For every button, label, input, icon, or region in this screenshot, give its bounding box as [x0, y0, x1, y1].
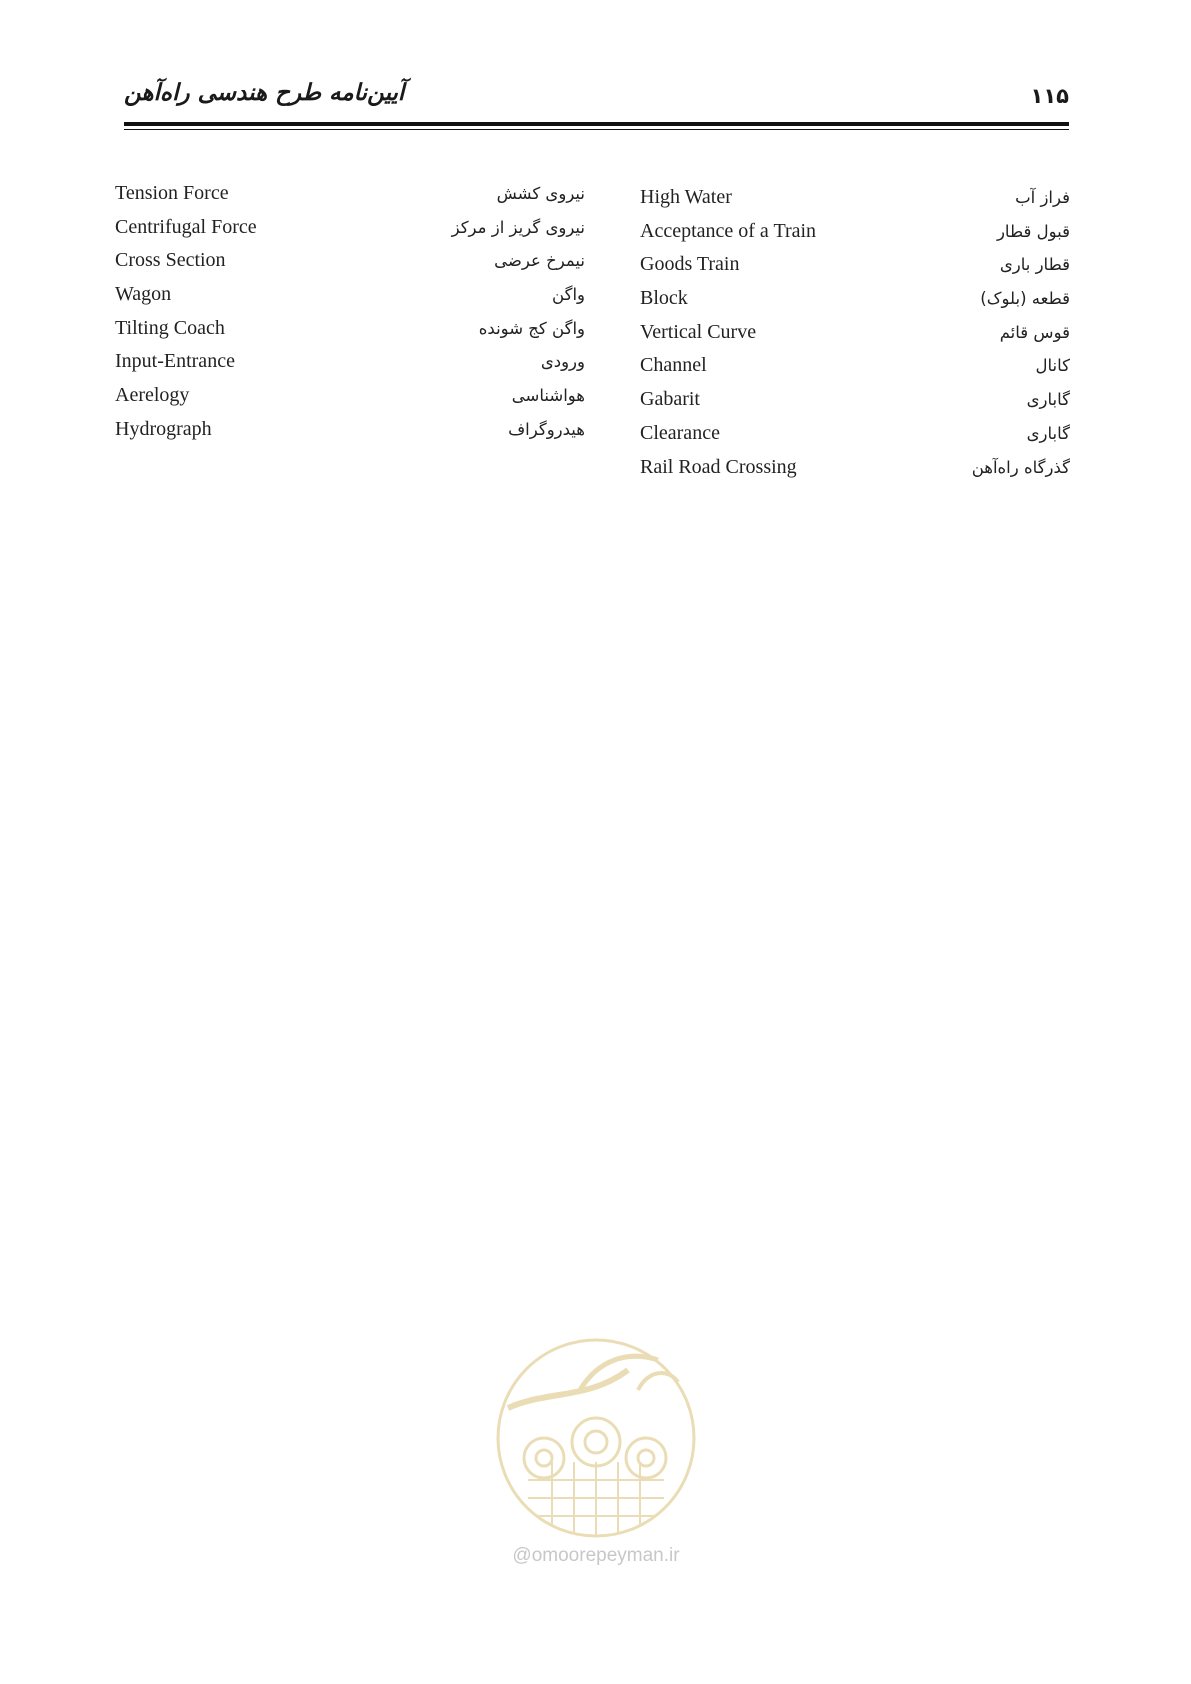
glossary-entry — [640, 287, 1070, 321]
term-english: Vertical Curve — [640, 320, 757, 343]
glossary-entry — [640, 456, 1070, 490]
glossary-entry — [115, 216, 585, 250]
glossary-entry — [115, 283, 585, 317]
term-english: Cross Section — [115, 249, 226, 272]
term-english: Goods Train — [640, 253, 740, 276]
term-persian: قوس قائم — [999, 322, 1070, 342]
term-english: High Water — [640, 186, 732, 208]
term-persian: قبول قطار — [996, 221, 1070, 241]
glossary-entry — [640, 422, 1070, 456]
term-english: Wagon — [115, 283, 172, 306]
term-english: Block — [640, 287, 688, 310]
term-persian: فراز آب — [1015, 188, 1070, 207]
at-icon: @ — [512, 1545, 532, 1566]
term-persian: گاباری — [1026, 423, 1070, 443]
header-rule-thick — [124, 122, 1069, 126]
term-persian: گاباری — [1026, 390, 1070, 410]
glossary-entry — [115, 418, 585, 452]
watermark-caption: @omoorepeyman.ir — [512, 1545, 680, 1566]
term-persian: گذرگاه راه‌آهن — [971, 457, 1070, 477]
header-rule-thin — [124, 129, 1069, 130]
book-title: آیین‌نامه طرح هندسی راه‌آهن — [124, 80, 405, 106]
term-persian: قطعه (بلوک) — [980, 289, 1070, 309]
glossary-entry — [115, 384, 585, 418]
glossary-entry — [115, 249, 585, 283]
term-persian: هیدروگراف — [508, 419, 585, 439]
term-persian: واگن — [552, 285, 585, 305]
term-persian: نیروی کشش — [496, 184, 585, 203]
watermark — [488, 1330, 704, 1580]
glossary-entry — [640, 354, 1070, 388]
glossary-entry — [115, 182, 585, 216]
page-number: ۱۱۵ — [1030, 84, 1069, 108]
term-english: Tension Force — [115, 182, 229, 204]
term-english: Gabarit — [640, 388, 700, 411]
glossary-entry — [640, 321, 1070, 355]
term-persian: نیمرخ عرضی — [494, 251, 585, 271]
term-persian: نیروی گریز از مرکز — [451, 217, 585, 237]
glossary-entry — [115, 350, 585, 384]
term-english: Tilting Coach — [115, 316, 225, 339]
term-persian: واگن کج شونده — [478, 318, 585, 338]
term-english: Acceptance of a Train — [640, 219, 817, 242]
term-english: Rail Road Crossing — [640, 455, 797, 478]
term-persian: ورودی — [540, 352, 585, 372]
glossary-left-column — [115, 182, 585, 452]
term-english: Clearance — [640, 421, 720, 444]
term-persian: قطار باری — [999, 255, 1070, 275]
omoorepeyman-logo-icon — [488, 1330, 704, 1540]
page-header — [124, 80, 1069, 136]
term-persian: کانال — [1035, 356, 1070, 376]
glossary-entry — [640, 388, 1070, 422]
glossary-entry — [640, 253, 1070, 287]
term-english: Hydrograph — [115, 417, 212, 440]
term-english: Channel — [640, 354, 707, 377]
term-persian: هواشناسی — [511, 386, 585, 406]
term-english: Input-Entrance — [115, 350, 235, 373]
glossary-right-column — [640, 186, 1070, 489]
glossary-entry — [640, 220, 1070, 254]
glossary-entry — [640, 186, 1070, 220]
term-english: Centrifugal Force — [115, 215, 257, 238]
glossary-entry — [115, 317, 585, 351]
term-english: Aerelogy — [115, 384, 190, 407]
